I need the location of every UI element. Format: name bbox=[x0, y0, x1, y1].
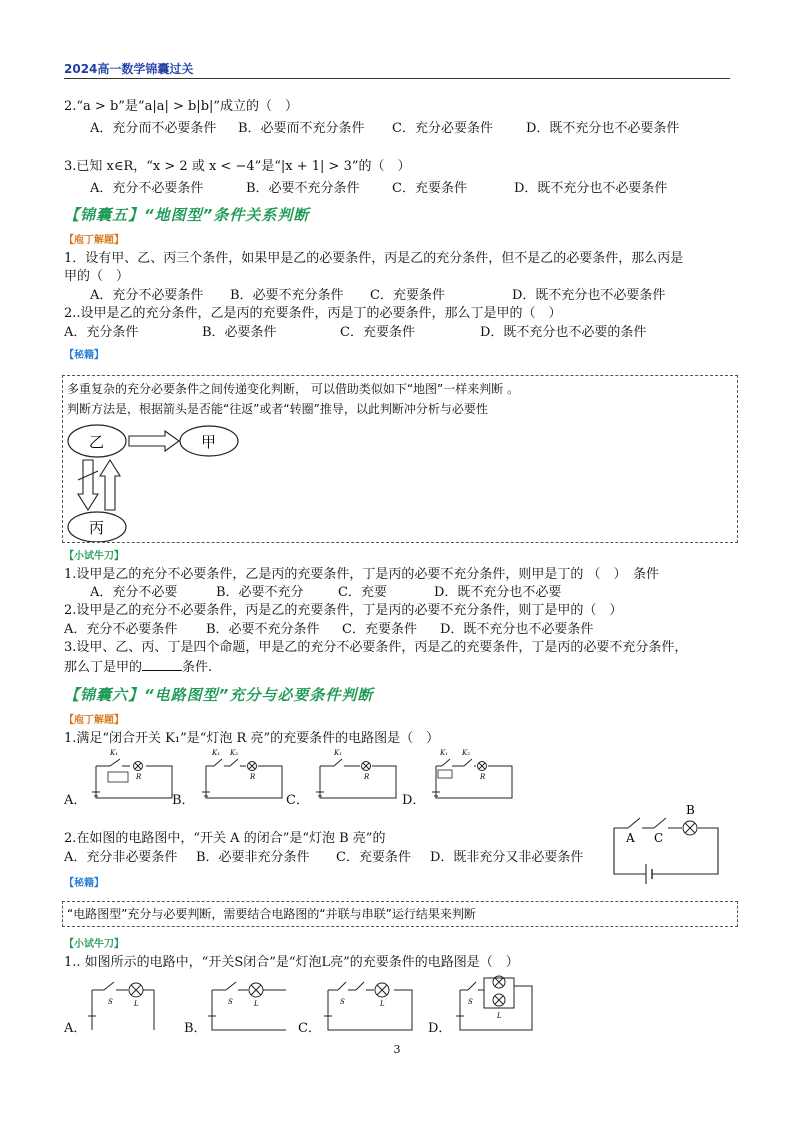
s6-question-2-stem: 2.在如图的电路图中，“开关 A 的闭合”是“灯泡 B 亮”的 bbox=[64, 831, 386, 846]
svg-text:S: S bbox=[340, 998, 345, 1006]
svg-text:K₂: K₂ bbox=[230, 749, 239, 757]
option-a: A．充分不必要条件 bbox=[90, 181, 204, 196]
svg-text:L: L bbox=[380, 1000, 385, 1008]
option-c: C．充要条件 bbox=[370, 288, 445, 303]
circuit-b bbox=[194, 746, 294, 806]
option-b: B．必要不充分条件 bbox=[206, 622, 320, 637]
s5-question-2-options bbox=[64, 324, 646, 342]
switch-a-label: A bbox=[626, 831, 635, 845]
practice-tag: 【小试牛刀】 bbox=[64, 939, 124, 950]
s6-question-1-circuits bbox=[64, 746, 564, 810]
option-c: C．充要条件 bbox=[340, 325, 415, 340]
s5-question-1-options bbox=[90, 287, 665, 305]
circuit-label-c: C． bbox=[286, 793, 309, 808]
s5-practice-2-options bbox=[64, 621, 593, 639]
header-title: 2024高一数学锦囊过关 bbox=[64, 62, 194, 76]
circuit-d bbox=[424, 746, 524, 806]
svg-text:L: L bbox=[134, 1000, 139, 1008]
option-d: D．既不充分也不必要条件 bbox=[526, 121, 680, 136]
option-a: A．充分不必要条件 bbox=[90, 288, 204, 303]
option-b: B．必要不充分条件 bbox=[230, 288, 344, 303]
svg-text:S: S bbox=[468, 998, 473, 1006]
svg-text:K₁: K₁ bbox=[440, 749, 449, 757]
practice-circuit-c bbox=[316, 972, 420, 1036]
examples-tag: 【庖丁解题】 bbox=[64, 715, 124, 726]
option-d: D．既不充分也不必要条件 bbox=[514, 181, 668, 196]
svg-text:K₁: K₁ bbox=[110, 749, 119, 757]
question-2-stem: 2.“a > b”是“a|a| > b|b|”成立的（ ） bbox=[64, 99, 299, 114]
s6-practice-1-circuits bbox=[64, 972, 584, 1038]
s5-practice-3-line2 bbox=[64, 657, 212, 677]
practice-circuit-d bbox=[448, 972, 544, 1036]
question-3-stem: 3.已知 x∈R，“x > 2 或 x < −4”是“|x + 1| > 3”的（ ） bbox=[64, 159, 411, 174]
svg-text:K₁: K₁ bbox=[334, 749, 343, 757]
practice-circuit-b bbox=[200, 972, 292, 1036]
section-5-title: 【锦囊五】“地图型”条件关系判断 bbox=[64, 206, 310, 224]
s5-question-1-line1: 1．设有甲、乙、丙三个条件，如果甲是乙的必要条件，丙是乙的充分条件，但不是乙的必要条件，那么丙是 bbox=[64, 251, 684, 266]
option-b: B．必要条件 bbox=[202, 325, 277, 340]
option-b: B．必要不充分条件 bbox=[246, 181, 360, 196]
option-c: C．充要条件 bbox=[392, 181, 467, 196]
page-header bbox=[64, 56, 730, 79]
section-6-title: 【锦囊六】“电路图型”充分与必要条件判断 bbox=[64, 686, 374, 704]
question-3-options bbox=[90, 180, 667, 198]
option-a: A．充分不必要 bbox=[90, 585, 178, 600]
svg-text:S: S bbox=[108, 998, 113, 1006]
svg-text:R: R bbox=[136, 773, 142, 781]
bulb-b-label: B bbox=[686, 803, 695, 817]
option-c: C．充要条件 bbox=[336, 850, 411, 865]
svg-text:R: R bbox=[250, 773, 256, 781]
circuit-tip-text: “电路图型”充分与必要判断，需要结合电路图的“并联与串联”运行结果来判断 bbox=[67, 907, 476, 921]
switch-c-label: C bbox=[654, 831, 664, 845]
circuit-c bbox=[308, 746, 408, 806]
svg-text:S: S bbox=[228, 998, 233, 1006]
circuit-label-a: A． bbox=[64, 793, 87, 808]
option-d: D．既不充分也不必要条件 bbox=[440, 622, 594, 637]
s6-practice-1-stem: 1.. 如图所示的电路中，“开关S闭合”是“灯泡L亮”的充要条件的电路图是（ ） bbox=[64, 955, 519, 970]
s6-question-2-options bbox=[64, 849, 583, 867]
svg-text:R: R bbox=[364, 773, 370, 781]
svg-text:L: L bbox=[254, 1000, 259, 1008]
svg-text:K₁: K₁ bbox=[212, 749, 221, 757]
circuit-label-b: B． bbox=[172, 793, 195, 808]
option-a: A．充分非必要条件 bbox=[64, 850, 178, 865]
practice-tag: 【小试牛刀】 bbox=[64, 551, 124, 562]
s6-question-1-stem: 1.满足“闭合开关 K₁”是“灯泡 R 亮”的充要条件的电路图是（ ） bbox=[64, 731, 440, 746]
practice-circuit-a bbox=[82, 972, 164, 1036]
map-tip-box bbox=[62, 375, 738, 543]
node-bing-label: 丙 bbox=[89, 519, 105, 537]
s5-question-1-line2: 甲的（ ） bbox=[64, 269, 130, 284]
circuit-figure-abc bbox=[606, 800, 730, 886]
circuit-a bbox=[84, 746, 184, 806]
arrow-bing-to-yi-icon bbox=[100, 460, 120, 510]
arrow-yi-to-bing-icon bbox=[78, 460, 98, 510]
tip-line-1: 多重复杂的充分必要条件之间传递变化判断， 可以借助类似如下“地图”一样来判断 。 bbox=[67, 382, 520, 396]
option-d: D．既不充分也不必要 bbox=[434, 585, 562, 600]
practice-3-prefix: 那么丁是甲的 bbox=[64, 660, 143, 675]
condition-map-diagram bbox=[63, 420, 263, 542]
tips-tag: 【秘籍】 bbox=[64, 350, 104, 361]
circuit-label-a: A． bbox=[64, 1021, 87, 1036]
circuit-label-d: D． bbox=[402, 793, 426, 808]
tips-tag: 【秘籍】 bbox=[64, 878, 104, 889]
svg-text:K₂: K₂ bbox=[462, 749, 471, 757]
option-d: D．既非充分又非必要条件 bbox=[430, 850, 584, 865]
option-a: A．充分不必要条件 bbox=[64, 622, 178, 637]
practice-3-suffix: 条件. bbox=[182, 660, 213, 675]
circuit-label-b: B． bbox=[184, 1021, 207, 1036]
option-b: B．必要而不充分条件 bbox=[238, 121, 365, 136]
s5-question-2-stem: 2..设甲是乙的充分条件，乙是丙的充要条件，丙是丁的必要条件，那么丁是甲的（ ） bbox=[64, 306, 562, 321]
tip-line-2: 判断方法是，根据箭头是否能“往返”或者“转圈”推导，以此判断冲分析与必要性 bbox=[67, 402, 488, 416]
option-c: C．充要条件 bbox=[342, 622, 417, 637]
svg-text:R: R bbox=[480, 773, 486, 781]
arrow-yi-to-jia-icon bbox=[129, 431, 179, 451]
option-a: A．充分条件 bbox=[64, 325, 139, 340]
circuit-label-c: C． bbox=[298, 1021, 321, 1036]
option-b: B．必要不充分 bbox=[216, 585, 304, 600]
option-a: A．充分而不必要条件 bbox=[90, 121, 217, 136]
negation-slash-icon bbox=[78, 471, 98, 480]
question-2-options bbox=[90, 120, 679, 138]
s5-practice-3-line1: 3.设甲、乙、丙、丁是四个命题，甲是乙的充分不必要条件，丙是乙的充要条件，丁是丙的必要不充分条件， bbox=[64, 640, 688, 655]
s5-practice-1-stem: 1.设甲是乙的充分不必要条件，乙是丙的充要条件，丁是丙的必要不充分条件，则甲是丁的 （ ） 条件 bbox=[64, 567, 660, 582]
examples-tag: 【庖丁解题】 bbox=[64, 235, 124, 246]
s5-practice-1-options bbox=[90, 584, 561, 602]
node-yi-label: 乙 bbox=[89, 433, 105, 451]
option-c: C．充分必要条件 bbox=[392, 121, 493, 136]
circuit-tip-box bbox=[62, 901, 738, 927]
circuit-label-d: D． bbox=[428, 1021, 452, 1036]
option-d: D．既不充分也不必要条件 bbox=[512, 288, 666, 303]
option-c: C．充要 bbox=[338, 585, 387, 600]
node-jia-label: 甲 bbox=[201, 433, 217, 451]
s5-practice-2-stem: 2.设甲是乙的充分不必要条件，丙是乙的充要条件，丁是丙的必要不充分条件，则丁是甲的（ ） bbox=[64, 603, 623, 618]
svg-text:L: L bbox=[497, 1012, 502, 1020]
answer-blank[interactable] bbox=[142, 657, 182, 671]
page-number: 3 bbox=[393, 1043, 401, 1056]
option-d: D．既不充分也不必要的条件 bbox=[480, 325, 647, 340]
option-b: B．必要非充分条件 bbox=[196, 850, 310, 865]
